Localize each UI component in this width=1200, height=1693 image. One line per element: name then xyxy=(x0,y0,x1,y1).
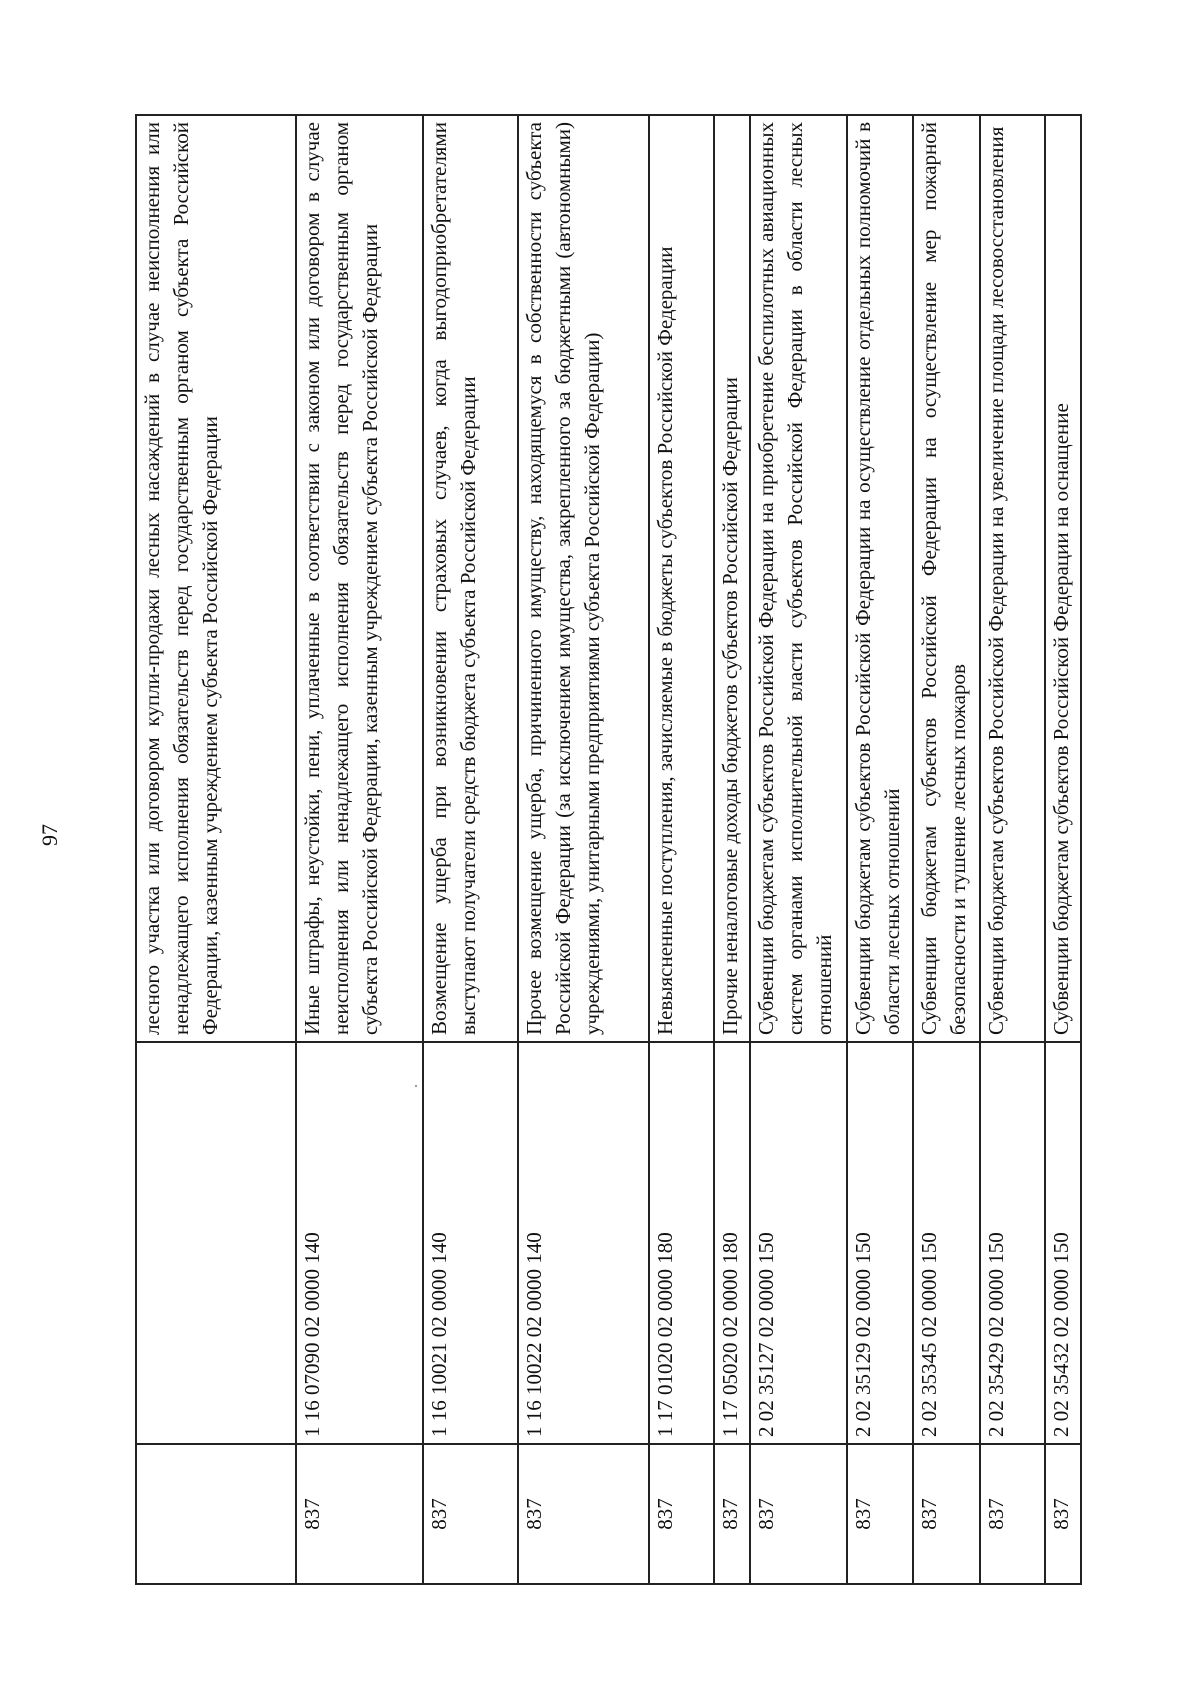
description-cell: лесного участка или договором купли-продажи лесных насаждений в случае неисполнения или ненадлежащего исполнения обязательств перед государственным органом субъекта Российской Федерации, казенным учреждением субъекта Российской Федерации xyxy=(136,115,296,1042)
admin-code-cell xyxy=(136,1444,296,1584)
description-cell: Субвенции бюджетам субъектов Российской Федерации на осуществление отдельных полномочий в области лесных отношений xyxy=(847,115,913,1042)
table-row xyxy=(913,115,979,1584)
admin-code-cell: 837 xyxy=(1045,1444,1081,1584)
revenue-code-cell: 1 16 07090 02 0000 140 xyxy=(296,1042,423,1444)
description-cell: Прочее возмещение ущерба, причиненного имуществу, находящемуся в собственности субъекта Российской Федерации (за исключением имущества, закрепленного за бюджетными (автономными) учреждениями, унитарными предприятиями субъекта Российской Федерации) xyxy=(518,115,649,1042)
table-row xyxy=(136,115,296,1584)
table-row xyxy=(714,115,750,1584)
description-cell: Возмещение ущерба при возникновении страховых случаев, когда выгодоприобретателями выступают получатели средств бюджета субъекта Российской Федерации xyxy=(423,115,518,1042)
admin-code-cell: 837 xyxy=(847,1444,913,1584)
admin-code-cell: 837 xyxy=(518,1444,649,1584)
description-cell: Субвенции бюджетам субъектов Российской Федерации на осуществление мер пожарной безопасности и тушение лесных пожаров xyxy=(913,115,979,1042)
admin-code-cell: 837 xyxy=(714,1444,750,1584)
admin-code-cell: 837 xyxy=(649,1444,714,1584)
revenue-code-cell: 1 16 10021 02 0000 140 xyxy=(423,1042,518,1444)
description-cell: Субвенции бюджетам субъектов Российской Федерации на оснащение xyxy=(1045,115,1081,1042)
revenue-code-cell: 2 02 35345 02 0000 150 xyxy=(913,1042,979,1444)
revenue-code-cell: 2 02 35429 02 0000 150 xyxy=(980,1042,1045,1444)
table-row xyxy=(649,115,714,1584)
revenue-code-cell: 2 02 35432 02 0000 150 xyxy=(1045,1042,1081,1444)
table-row xyxy=(423,115,518,1584)
admin-code-cell: 837 xyxy=(980,1444,1045,1584)
table-row xyxy=(847,115,913,1584)
description-cell: Иные штрафы, неустойки, пени, уплаченные в соответствии с законом или договором в случае неисполнения или ненадлежащего исполнения обязательств перед государственным органом субъекта Российской Федерации, казенным учреждением субъекта Российской Федерации xyxy=(296,115,423,1042)
revenue-code-cell xyxy=(136,1042,296,1444)
admin-code-cell: 837 xyxy=(296,1444,423,1584)
admin-code-cell: 837 xyxy=(423,1444,518,1584)
table-row xyxy=(1045,115,1081,1584)
table-row xyxy=(980,115,1045,1584)
table-row xyxy=(296,115,423,1584)
revenue-code-cell: 2 02 35129 02 0000 150 xyxy=(847,1042,913,1444)
admin-code-cell: 837 xyxy=(913,1444,979,1584)
revenue-codes-table-grid xyxy=(135,114,1082,1585)
revenue-codes-table xyxy=(135,114,1082,1585)
description-cell: Субвенции бюджетам субъектов Российской Федерации на приобретение беспилотных авиационных систем органами исполнительной власти субъектов Российской Федерации в области лесных отношений xyxy=(750,115,847,1042)
revenue-code-cell: 2 02 35127 02 0000 150 xyxy=(750,1042,847,1444)
table-row xyxy=(750,115,847,1584)
table-row xyxy=(518,115,649,1584)
page-number: 97 xyxy=(37,824,62,846)
revenue-code-cell: 1 17 01020 02 0000 180 xyxy=(649,1042,714,1444)
admin-code-cell: 837 xyxy=(750,1444,847,1584)
description-cell: Невыясненные поступления, зачисляемые в бюджеты субъектов Российской Федерации xyxy=(649,115,714,1042)
description-cell: Прочие неналоговые доходы бюджетов субъектов Российской Федерации xyxy=(714,115,750,1042)
description-cell: Субвенции бюджетам субъектов Российской Федерации на увеличение площади лесовосстановления xyxy=(980,115,1045,1042)
revenue-code-cell: 1 17 05020 02 0000 180 xyxy=(714,1042,750,1444)
revenue-code-cell: 1 16 10022 02 0000 140 xyxy=(518,1042,649,1444)
scan-speck xyxy=(415,1085,417,1087)
